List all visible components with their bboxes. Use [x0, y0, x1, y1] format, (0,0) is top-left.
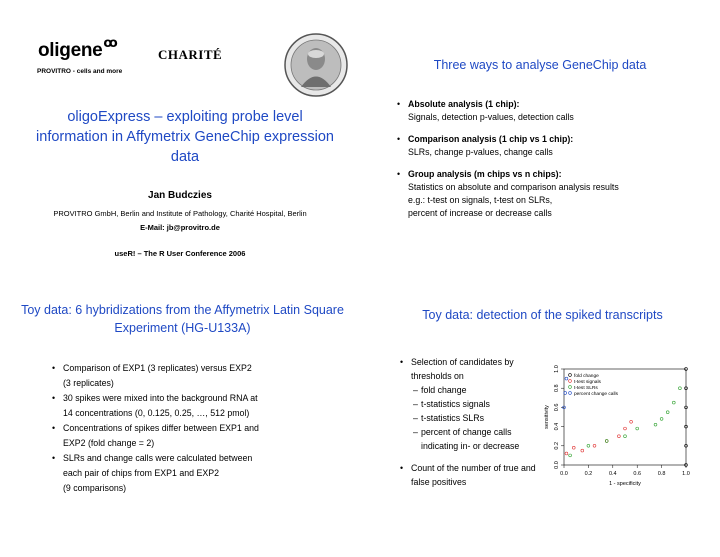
list-item-line: 14 concentrations (0, 0.125, 0.25, …, 512 pmol)	[63, 408, 250, 418]
legend-marker	[569, 392, 572, 395]
author-name: Jan Budczies	[148, 190, 212, 201]
legend-marker	[569, 386, 572, 389]
legend-label: fold change	[574, 373, 599, 379]
list-item-line: EXP2 (fold change = 2)	[63, 438, 155, 448]
charite-logo: CHARITÉ	[158, 47, 223, 62]
data-point	[679, 387, 682, 390]
legend-marker	[569, 380, 572, 383]
data-point	[672, 401, 675, 404]
y-tick-label: 0.0	[554, 461, 560, 469]
list-item-line: (9 comparisons)	[63, 483, 127, 493]
detection-list	[411, 355, 541, 489]
x-axis-label: 1 - specificity	[609, 481, 641, 487]
data-point	[565, 452, 568, 455]
conference-name: useR! – The R User Conference 2006	[114, 249, 246, 258]
list-item-line: Signals, detection p-values, detection calls	[408, 112, 574, 122]
data-point	[654, 423, 657, 426]
list-item-line: SLRs, change p-values, change calls	[408, 147, 553, 157]
slide-detection	[360, 279, 720, 557]
y-tick-label: 0.4	[554, 422, 560, 431]
y-axis-label: sensitivity	[544, 405, 550, 429]
list-item	[63, 361, 343, 391]
list-item	[63, 451, 343, 496]
list-item	[408, 98, 708, 124]
sublist-item: – t-statistics SLRs	[411, 411, 541, 425]
legend-label: t-test signals	[574, 379, 601, 385]
list-item-line: • SLRs and change calls were calculated between	[63, 453, 253, 463]
x-tick-label: 1.0	[682, 471, 690, 477]
list-item-line: Statistics on absolute and comparison analysis results	[408, 182, 619, 192]
list-item	[408, 133, 708, 159]
x-tick-label: 0.6	[633, 471, 642, 477]
list-item-line: (3 replicates)	[63, 378, 114, 388]
data-point	[618, 435, 621, 438]
list-item-text: • Count of the number of true and false positives	[411, 463, 536, 487]
data-point	[605, 440, 608, 443]
author-email: E-Mail: jb@provitro.de	[140, 223, 220, 232]
data-point	[581, 449, 584, 452]
data-point	[624, 427, 627, 430]
x-tick-label: 0.2	[584, 471, 593, 477]
presentation-title: oligoExpress – exploiting probe level information in Affymetrix GeneChip expression data	[36, 109, 334, 165]
sublist-item: – t-statistics signals	[411, 397, 541, 411]
data-point	[666, 411, 669, 414]
x-tick-label: 0.4	[608, 471, 617, 477]
author-affiliation: PROVITRO GmbH, Berlin and Institute of Pathology, Charité Hospital, Berlin	[53, 209, 307, 218]
slide-heading: Toy data: 6 hybridizations from the Affymetrix Latin Square Experiment (HG-U133A)	[21, 303, 344, 335]
slide-heading: Toy data: detection of the spiked transcripts	[422, 308, 663, 322]
list-item-line: each pair of chips from EXP1 and EXP2	[63, 468, 219, 478]
y-tick-label: 1.0	[554, 365, 560, 373]
data-point	[569, 454, 572, 457]
list-item-line: • 30 spikes were mixed into the background RNA at	[63, 393, 258, 403]
logo-tagline: PROVITRO - cells and more	[37, 68, 123, 75]
x-tick-label: 0.8	[657, 471, 666, 477]
slide-toy-data	[0, 279, 360, 557]
y-tick-label: 0.8	[554, 384, 560, 393]
list-item-line: percent of increase or decrease calls	[408, 208, 552, 218]
legend-label: percent change calls	[574, 391, 618, 397]
list-item	[411, 461, 541, 489]
legend-label: t-test SLRs	[574, 385, 598, 391]
x-tick-label: 0.0	[560, 471, 568, 477]
list-item	[411, 355, 541, 453]
data-point	[565, 377, 568, 380]
data-point	[630, 420, 633, 423]
oligene-logo: oligene$^ꝏ$	[38, 35, 118, 61]
list-item-heading: • Group analysis (m chips vs n chips):	[408, 169, 562, 179]
y-tick-label: 0.2	[554, 441, 560, 450]
analysis-list	[408, 98, 708, 229]
legend-marker	[569, 374, 572, 377]
list-item-heading: • Absolute analysis (1 chip):	[408, 99, 520, 109]
list-item-text: • Selection of candidates by thresholds on	[411, 357, 514, 381]
list-item	[63, 421, 343, 451]
data-point	[624, 435, 627, 438]
list-item-line: • Comparison of EXP1 (3 replicates) versus EXP2	[63, 363, 252, 373]
roc-chart	[542, 363, 692, 493]
toy-data-list	[63, 361, 343, 496]
list-item-line: e.g.: t-test on signals, t-test on SLRs,	[408, 195, 553, 205]
data-point	[660, 418, 663, 421]
list-item-heading: • Comparison analysis (1 chip vs 1 chip):	[408, 134, 574, 144]
data-point	[593, 444, 596, 447]
list-item-line: • Concentrations of spikes differ between EXP1 and	[63, 423, 259, 433]
list-item	[63, 391, 343, 421]
data-point	[636, 427, 639, 430]
portrait-seal-image	[283, 32, 349, 98]
threshold-sublist	[411, 383, 541, 453]
data-point	[572, 446, 575, 449]
slide-title	[0, 0, 360, 278]
slide-three-ways	[360, 0, 720, 278]
slide-heading: Three ways to analyse GeneChip data	[433, 58, 647, 72]
sublist-item: – fold change	[411, 383, 541, 397]
list-item	[408, 168, 708, 220]
data-point	[587, 444, 590, 447]
sublist-item: – percent of change calls indicating in- or decrease	[411, 425, 541, 453]
y-tick-label: 0.6	[554, 403, 560, 412]
